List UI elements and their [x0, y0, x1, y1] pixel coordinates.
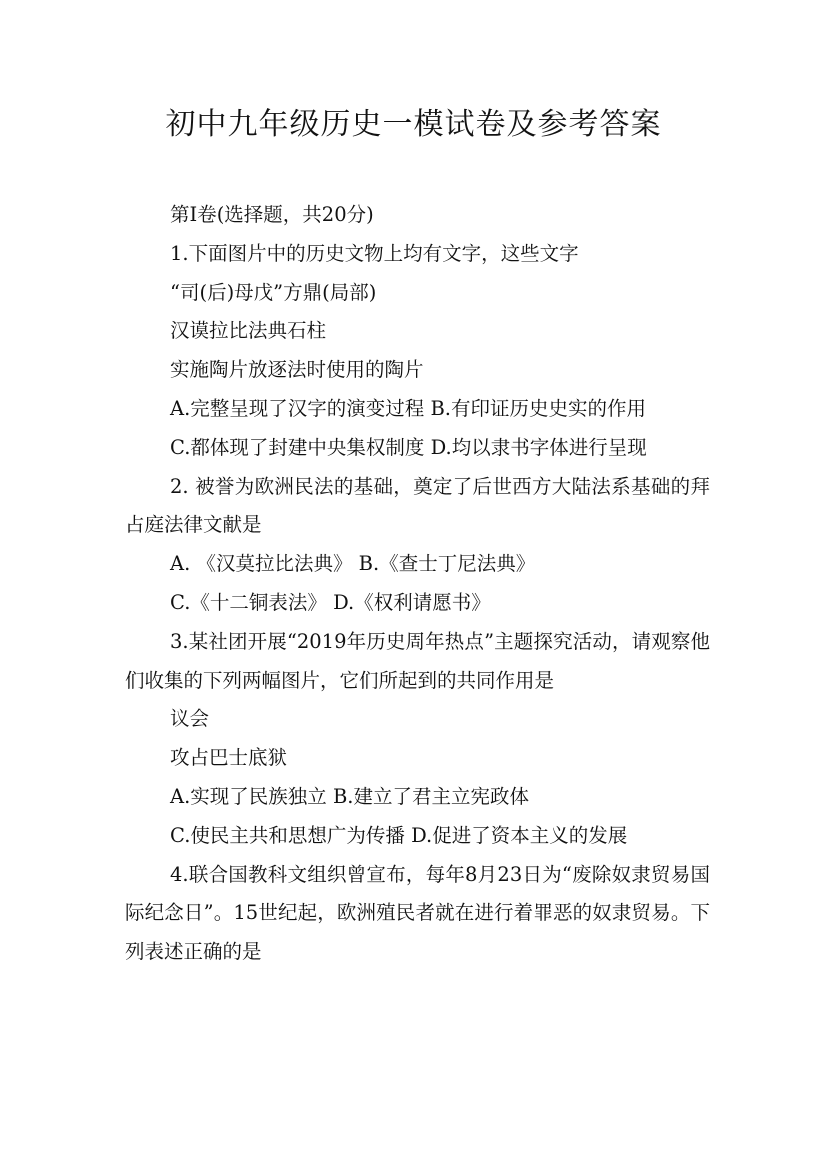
document-title: 初中九年级历史一模试卷及参考答案: [165, 107, 662, 142]
question-1-stem: 1.下面图片中的历史文物上均有文字，这些文字: [170, 241, 579, 265]
question-1-options-ab: A.完整呈现了汉字的演变过程 B.有印证历史史实的作用: [170, 396, 647, 420]
image-caption-stele: 汉谟拉比法典石柱: [170, 319, 327, 343]
question-1-options-cd: C.都体现了封建中央集权制度 D.均以隶书字体进行呈现: [170, 435, 647, 459]
question-4-stem: 4.联合国教科文组织曾宣布，每年8月23日为“废除奴隶贸易国际纪念日”。15世纪起，欧洲殖民者就在进行着罪恶的奴隶贸易。下列表述正确的是: [125, 862, 710, 964]
image-caption-ostracon: 实施陶片放逐法时使用的陶片: [170, 358, 424, 382]
question-2-options-cd: C.《十二铜表法》 D.《权利请愿书》: [170, 590, 491, 614]
question-2-stem: 2. 被誉为欧洲民法的基础，奠定了后世西方大陆法系基础的拜占庭法律文献是: [125, 474, 710, 537]
section-heading: 第Ⅰ卷(选择题，共20分): [170, 203, 374, 226]
question-3-options-cd: C.使民主共和思想广为传播 D.促进了资本主义的发展: [170, 823, 628, 847]
question-3-options-ab: A.实现了民族独立 B.建立了君主立宪政体: [170, 784, 530, 808]
question-2-options-ab: A. 《汉莫拉比法典》 B.《查士丁尼法典》: [170, 552, 536, 576]
image-caption-parliament: 议会: [170, 707, 210, 731]
image-caption-bastille: 攻占巴士底狱: [170, 746, 288, 770]
question-3-stem: 3.某社团开展“2019年历史周年热点”主题探究活动，请观察他们收集的下列两幅图片，它们所起到的共同作用是: [125, 629, 710, 692]
image-caption-ding: “司(后)母戊”方鼎(局部): [170, 280, 377, 304]
document-body: [125, 196, 710, 972]
